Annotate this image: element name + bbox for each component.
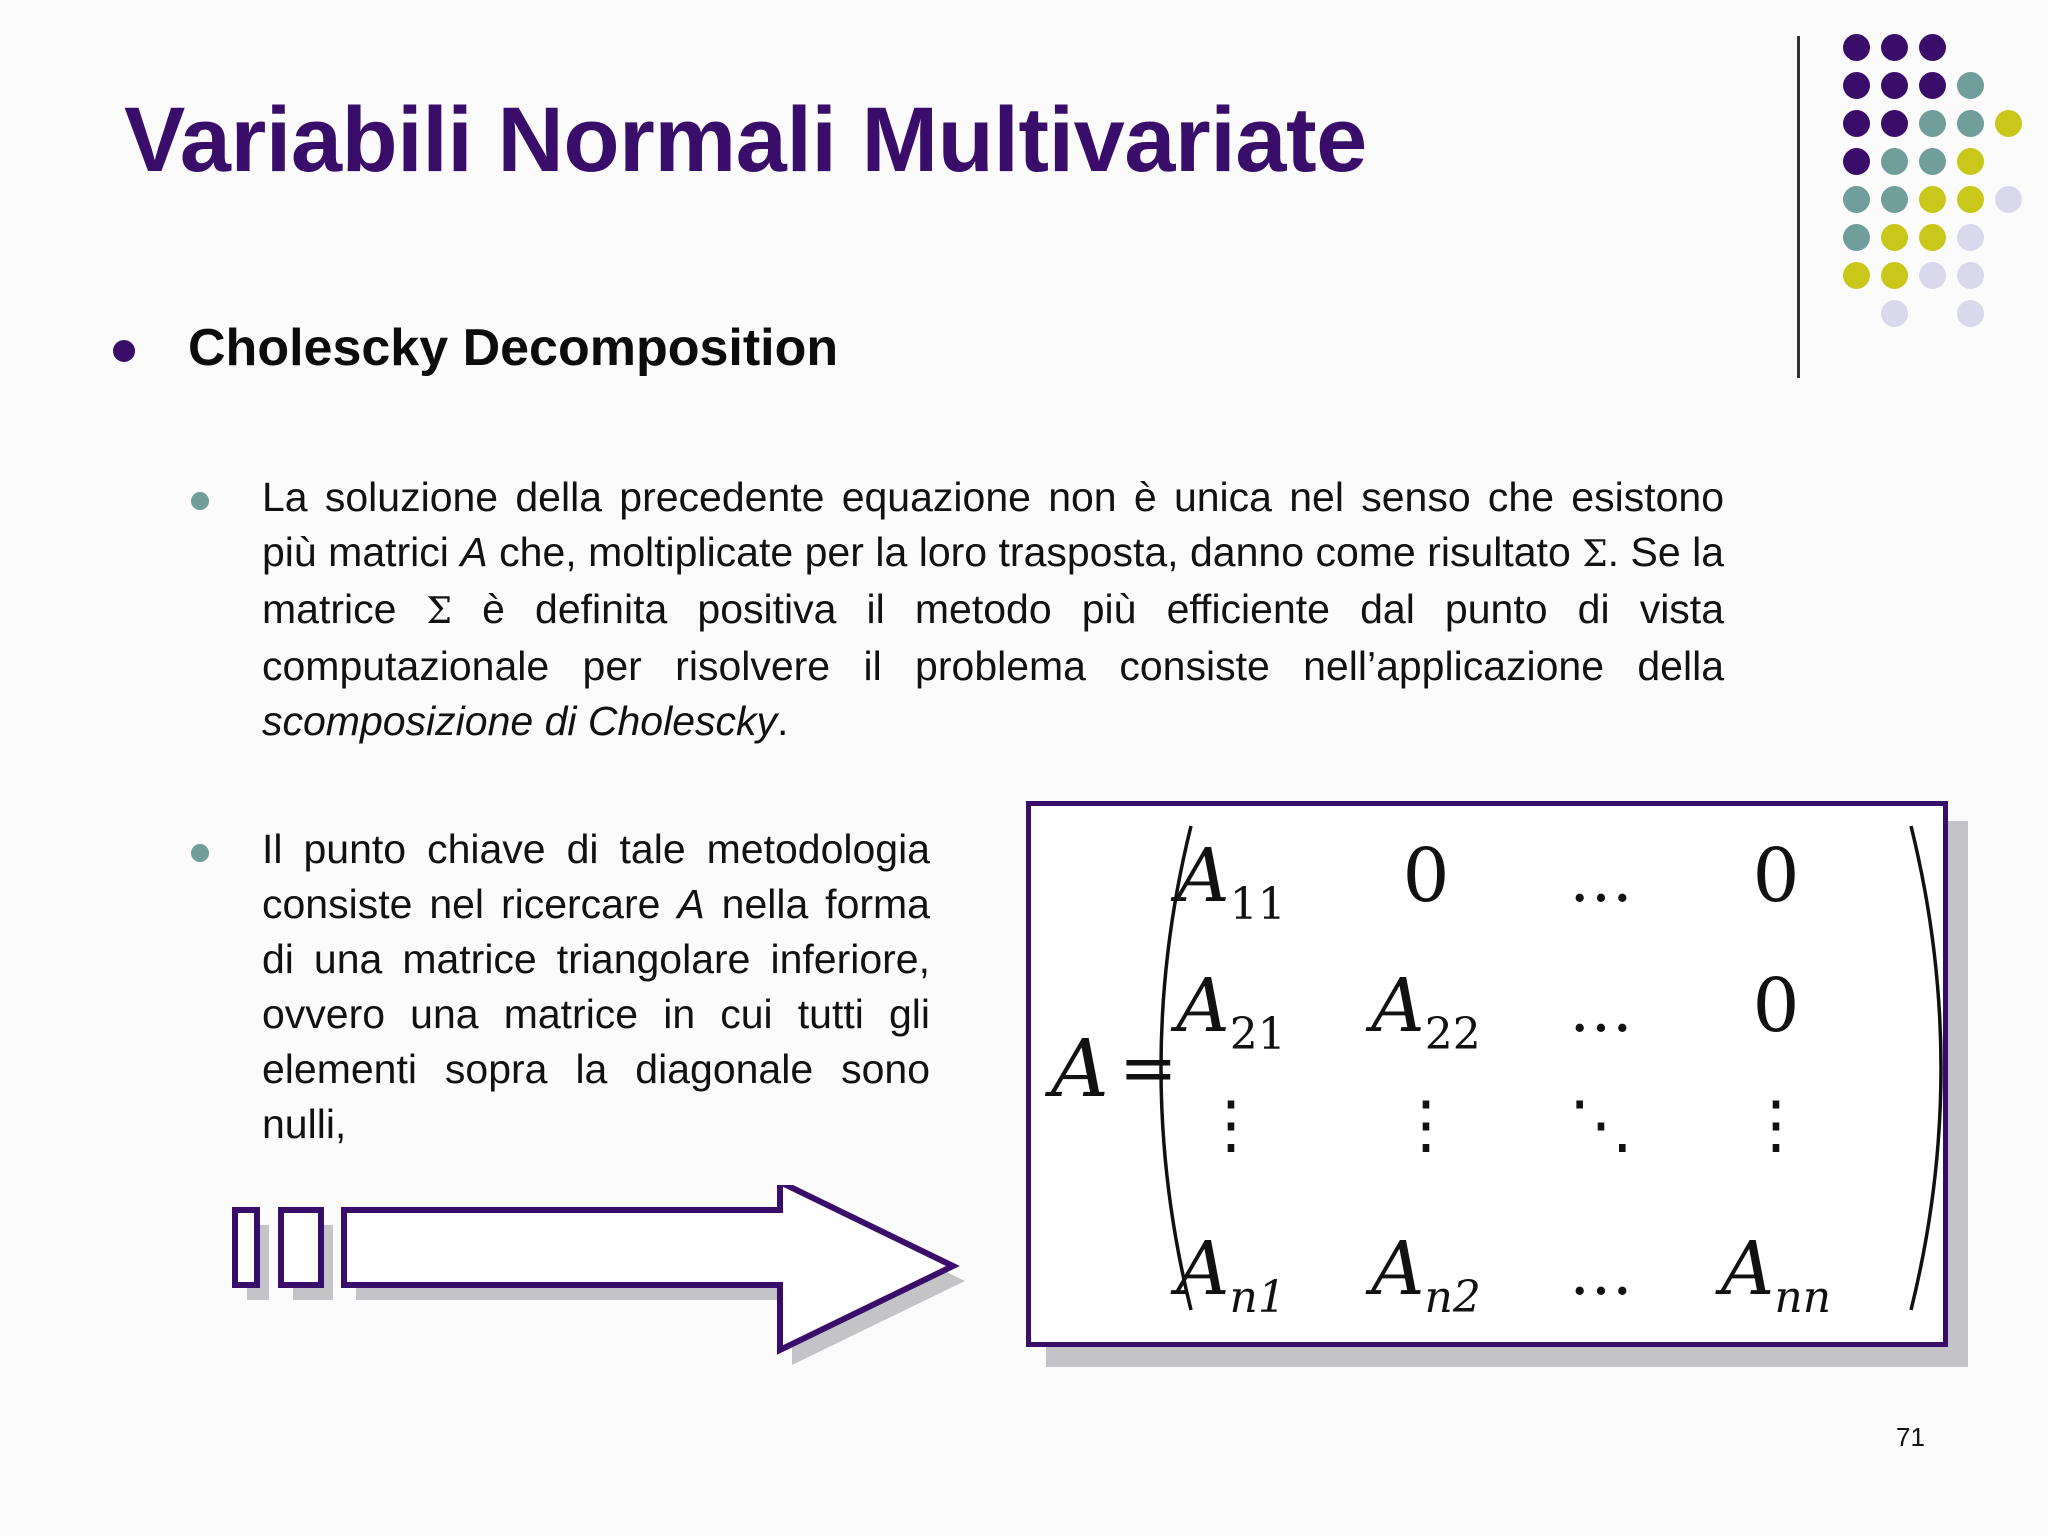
right-arrow-icon [225,1185,985,1365]
matrix-entry [1715,1226,1831,1323]
matrix-entry: ⋮ [1199,1088,1263,1162]
decorative-dot [1957,262,1984,289]
sigma-symbol: Σ [1582,534,1608,575]
decorative-dot [1995,186,2022,213]
decorative-dot [1957,148,1984,175]
decorative-dot [1843,262,1870,289]
matrix-entry-base: A [1176,963,1230,1049]
decorative-dot [1843,186,1870,213]
decorative-dot [1843,148,1870,175]
matrix-entry-base: A [1176,833,1230,919]
bullet-dot-icon [113,340,135,362]
decorative-dot [1957,224,1984,251]
decorative-dot [1919,262,1946,289]
matrix-entry: 0 [1402,833,1450,919]
matrix-entry: ⋮ [1394,1088,1458,1162]
sub-bullet-dot-icon [191,492,209,510]
matrix-formula-box [1026,801,1948,1347]
page-number: 71 [1896,1422,1925,1452]
matrix-lhs: A [1051,1022,1109,1115]
matrix-entry-subscript: n2 [1424,1272,1481,1323]
matrix-entry-subscript: 21 [1229,1009,1286,1060]
paragraph-key-point [262,822,930,1152]
decorative-dot [1881,148,1908,175]
decorative-dot [1919,34,1946,61]
matrix-entry: … [1569,973,1633,1047]
equals-sign: = [1119,1027,1178,1109]
matrix-entry: … [1569,1236,1633,1310]
emphasis-cholescky: scomposizione di Cholescky [262,698,778,744]
matrix-entry [1170,963,1285,1060]
decorative-dot [1881,72,1908,99]
matrix-entry-base: A [1371,1226,1425,1312]
matrix-entry-subscript: 11 [1229,879,1286,930]
sub-bullet-dot-icon [191,844,209,862]
text-segment: è definita positiva il metodo più efficiente dal punto di vista computazionale per risolvere il problema consiste nell’applicazione della [262,586,1724,689]
matrix-entry [1365,1226,1481,1323]
sigma-symbol: Σ [426,591,452,632]
text-segment: . [777,698,789,744]
decorative-dot [1995,110,2022,137]
decorative-dot [1881,110,1908,137]
text-segment: La soluzione della precedente equazione non è unica nel senso che esistono più matrici [262,474,1724,575]
matrix-entry-base: A [1720,1226,1775,1312]
decorative-dot [1843,34,1870,61]
decorative-dot [1881,224,1908,251]
decorative-dot [1957,110,1984,137]
matrix-entry-subscript: n1 [1229,1272,1286,1323]
slide-title: Variabili Normali Multivariate [124,89,1367,191]
text-segment: nella forma di una matrice triangolare inferiore, ovvero una matrice in cui tutti gli elementi sopra la diagonale sono nulli, [262,881,930,1147]
decorative-dot [1919,224,1946,251]
matrix-entry: 0 [1752,963,1800,1049]
section-heading: Cholescky Decomposition [188,319,839,377]
right-parenthesis [1911,826,1941,1310]
decorative-dot [1919,186,1946,213]
text-segment: . Se la matrice [262,529,1725,632]
matrix-entry: ⋮ [1744,1088,1808,1162]
matrix-entry [1365,963,1480,1060]
decorative-dot [1957,300,1984,327]
decorative-dot [1843,72,1870,99]
matrix-entry: ⋱ [1569,1088,1633,1162]
decorative-dot [1881,186,1908,213]
variable-a: A [460,529,488,575]
matrix-entry [1170,1226,1286,1323]
matrix-entry: 0 [1752,833,1800,919]
variable-a: A [677,881,705,927]
matrix-entry-base: A [1176,1226,1230,1312]
matrix-entry [1170,833,1285,930]
decorative-dot-grid [0,0,2048,340]
decorative-dot [1957,186,1984,213]
text-segment: Il punto chiave di tale metodologia consiste nel ricercare [262,826,930,927]
lower-triangular-matrix [1031,806,1943,1342]
matrix-entry-subscript: nn [1774,1272,1832,1323]
decorative-dot [1919,110,1946,137]
paragraph-non-uniqueness [262,470,1724,749]
decorative-dot [1843,110,1870,137]
matrix-entry-subscript: 22 [1424,1009,1481,1060]
matrix-entry: … [1569,843,1633,917]
text-segment: che, moltiplicate per la loro trasposta, danno come risultato [487,529,1583,575]
decorative-dot [1919,72,1946,99]
matrix-cells [1170,833,1831,1323]
decorative-dot [1881,34,1908,61]
decorative-dot [1843,224,1870,251]
matrix-entry-base: A [1371,963,1425,1049]
decorative-dot [1957,72,1984,99]
decorative-dot [1881,262,1908,289]
decorative-dot [1919,148,1946,175]
decorative-dot [1881,300,1908,327]
